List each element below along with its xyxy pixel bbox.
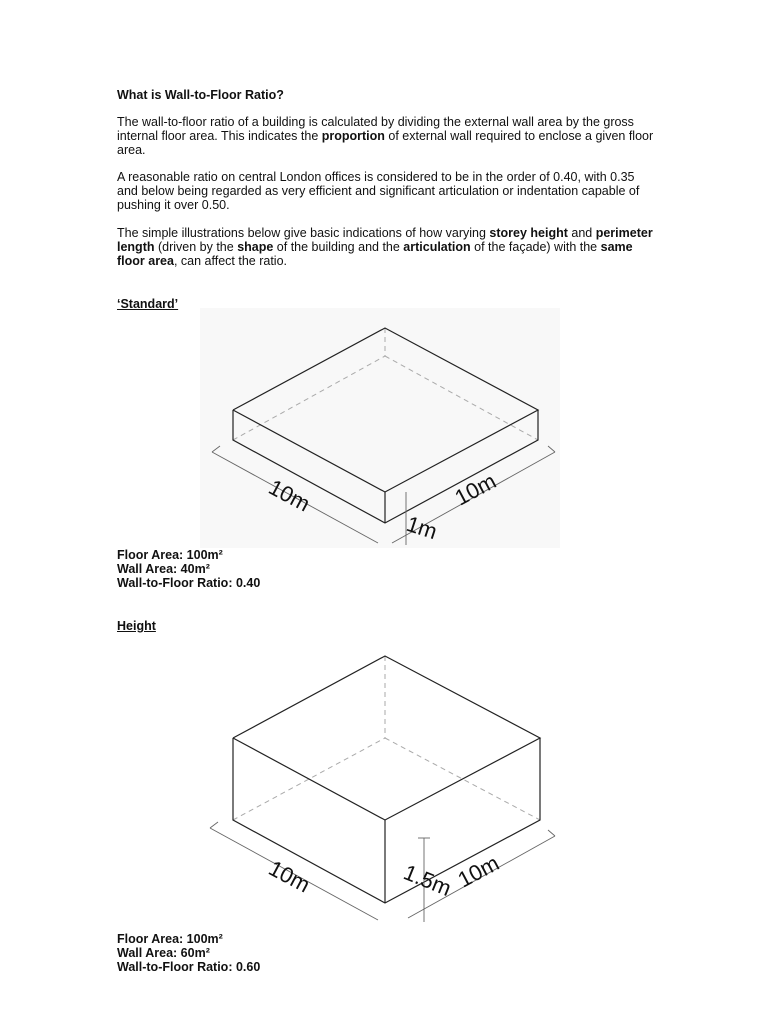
wall-to-floor-ratio-value: Wall-to-Floor Ratio: 0.60 xyxy=(117,960,261,974)
dimension-label-height: 1m xyxy=(403,510,441,545)
paragraph-benchmark: A reasonable ratio on central London offices is considered to be in the order of 0.40, with 0.35 and below being regarded as very efficient and significant articulation or indentation capable of pushing it over 0.50. xyxy=(117,170,640,212)
paragraph-text: and xyxy=(567,226,596,240)
paragraph-text: (driven by the xyxy=(154,240,238,254)
dimension-label-height: 1.5m xyxy=(400,859,455,901)
paragraph-text: , can affect the ratio. xyxy=(173,254,287,268)
wall-area-value: Wall Area: 60m² xyxy=(117,946,210,960)
wall-area-value: Wall Area: 40m² xyxy=(117,562,210,576)
emphasis-perimeter-length: perimeter length xyxy=(117,226,653,254)
emphasis-proportion: proportion xyxy=(321,129,385,143)
floor-area-value: Floor Area: 100m² xyxy=(117,548,223,562)
floor-area-value: Floor Area: 100m² xyxy=(117,932,223,946)
paragraph-text: of the façade) with the xyxy=(470,240,601,254)
diagram-background xyxy=(200,308,560,548)
height-box-diagram xyxy=(210,656,555,922)
document-title: What is Wall-to-Floor Ratio? xyxy=(117,88,284,102)
emphasis-shape: shape xyxy=(237,240,274,254)
dimension-label-left: 10m xyxy=(264,474,315,517)
dimension-label-right: 10m xyxy=(450,468,501,511)
paragraph-text: The simple illustrations below give basic indications of how varying xyxy=(117,226,490,240)
emphasis-same-floor-area: same floor area xyxy=(117,240,633,268)
standard-box-diagram xyxy=(200,308,560,548)
paragraph-text: The wall-to-floor ratio of a building is calculated by dividing the external wall area by the gross internal floor area. This indicates the xyxy=(117,115,634,143)
emphasis-storey-height: storey height xyxy=(489,226,568,240)
dimension-label-right: 10m xyxy=(453,850,504,893)
dimension-tick xyxy=(548,830,555,836)
height-stats xyxy=(117,932,260,974)
wall-to-floor-ratio-value: Wall-to-Floor Ratio: 0.40 xyxy=(117,576,261,590)
section-heading-standard: ‘Standard’ xyxy=(117,297,179,311)
top-face-edge xyxy=(233,656,540,820)
paragraph-text: of external wall required to enclose a given floor area. xyxy=(117,129,654,157)
standard-stats xyxy=(117,548,260,590)
section-heading-height: Height xyxy=(117,619,156,633)
paragraph-text: of the building and the xyxy=(273,240,404,254)
emphasis-articulation: articulation xyxy=(403,240,471,254)
dimension-label-left: 10m xyxy=(264,855,315,898)
dimension-tick xyxy=(210,822,218,828)
